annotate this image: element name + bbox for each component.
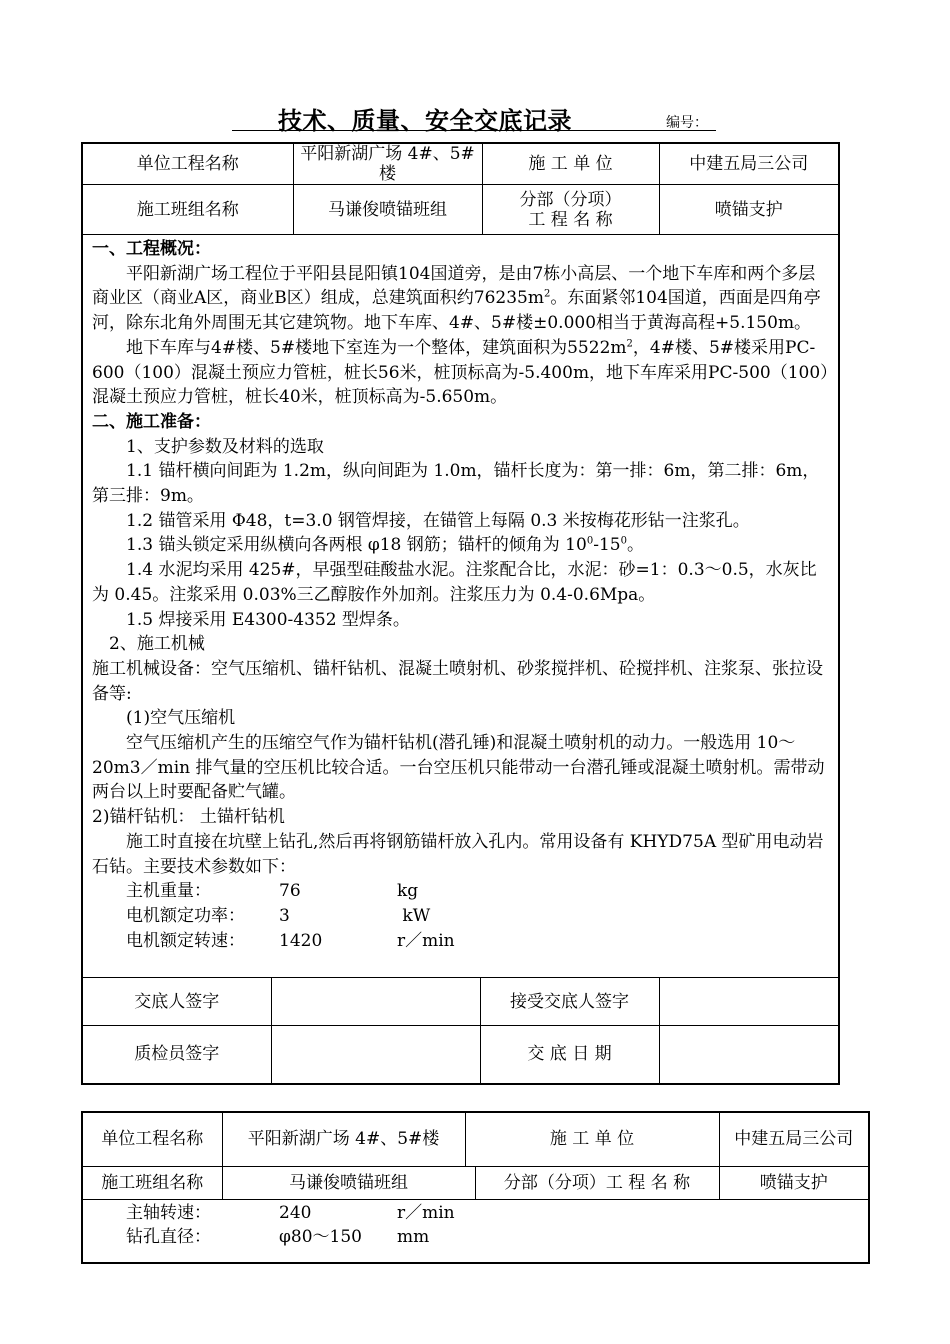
item-1-2: 1.2 锚管采用 Φ48，t=3.0 钢管焊接，在锚管上每隔 0.3 米按梅花形钻一注浆孔。 xyxy=(126,510,750,531)
giver-signature-field[interactable] xyxy=(271,978,480,1026)
contractor-value: 中建五局三公司 xyxy=(719,1112,869,1166)
compressor-heading: (1)空气压缩机 xyxy=(126,708,236,729)
item-1-5: 1.5 焊接采用 E4300-4352 型焊条。 xyxy=(126,609,410,630)
subproject-value: 喷锚支护 xyxy=(659,185,839,235)
project-row xyxy=(82,1112,869,1166)
machinery-list: 施工机械设备：空气压缩机、锚杆钻机、混凝土喷射机、砂浆搅拌机、砼搅拌机、注浆泵、张拉设备等: xyxy=(92,658,823,704)
subproject-label-line1: 分部（分项） xyxy=(519,189,622,210)
number-label: 编号： xyxy=(666,115,708,131)
signature-row-1 xyxy=(82,978,839,1026)
param-row: 电机额定转速： 1420 r／min xyxy=(126,930,455,951)
date-field[interactable] xyxy=(659,1026,839,1084)
project-row xyxy=(82,143,839,185)
team-row xyxy=(82,185,839,235)
param-row: 钻孔直径： φ80～150 mm xyxy=(126,1227,430,1248)
param-row: 电机额定功率： 3 kW xyxy=(126,905,431,926)
giver-signature-label: 交底人签字 xyxy=(82,978,271,1026)
team-name-label: 施工班组名称 xyxy=(82,1166,222,1199)
subproject-label: 分部（分项）工 程 名 称 xyxy=(475,1166,719,1199)
contractor-value: 中建五局三公司 xyxy=(659,143,839,185)
disclosure-content xyxy=(82,235,839,978)
drill-paragraph: 施工时直接在坑壁上钻孔,然后再将钢筋锚杆放入孔内。常用设备有 KHYD75A 型矿用电动岩石钻。主要技术参数如下： xyxy=(92,831,824,877)
disclosure-table-1 xyxy=(81,142,840,1085)
disclosure-content xyxy=(82,1199,869,1263)
contractor-label: 施 工 单 位 xyxy=(482,143,659,185)
receiver-signature-label: 接受交底人签字 xyxy=(480,978,659,1026)
content-row xyxy=(82,235,839,978)
section-heading-preparation: 二、施工准备： xyxy=(92,411,211,432)
disclosure-table-2 xyxy=(81,1111,870,1264)
date-label: 交 底 日 期 xyxy=(480,1026,659,1084)
contractor-label: 施 工 单 位 xyxy=(465,1112,719,1166)
inspector-signature-label: 质检员签字 xyxy=(82,1026,271,1084)
page-title: 技术、质量、安全交底记录 xyxy=(278,106,572,135)
team-name-value: 马谦俊喷锚班组 xyxy=(293,185,482,235)
subproject-label xyxy=(482,185,659,235)
overview-paragraph-1: 平阳新湖广场工程位于平阳县昆阳镇104国道旁，是由7栋小高层、一个地下车库和两个多层商业区（商业A区，商业B区）组成，总建筑面积约$76235m^2$。东面紧邻104国道，西面是四角亭河，除东北角外周围无其它建筑物。地下车库、4#、5#楼±0.000相当于黄海高程+5.150m。 xyxy=(92,263,821,334)
receiver-signature-field[interactable] xyxy=(659,978,839,1026)
signature-row-2 xyxy=(82,1026,839,1084)
content-row xyxy=(82,1199,869,1263)
team-name-value: 马谦俊喷锚班组 xyxy=(222,1166,475,1199)
item-1-1: 1.1 锚杆横向间距为 1.2m，纵向间距为 1.0m，锚杆长度为：第一排：6m，第二排：6m，第三排：9m。 xyxy=(92,461,820,507)
project-name-value: 平阳新湖广场 4#、5#楼 xyxy=(293,143,482,185)
compressor-paragraph: 空气压缩机产生的压缩空气作为锚杆钻机(潜孔锤)和混凝土喷射机的动力。一般选用 10～20m3／min 排气量的空压机比较合适。一台空压机只能带动一台潜孔锤或混凝土喷射机。需带动两台以上时要配备贮气罐。 xyxy=(92,733,825,803)
project-name-label: 单位工程名称 xyxy=(82,1112,222,1166)
subproject-value: 喷锚支护 xyxy=(719,1166,869,1199)
drill-heading: 2)锚杆钻机： 土锚杆钻机 xyxy=(92,807,285,828)
subsection-support-parameters: 1、支护参数及材料的选取 xyxy=(126,436,324,457)
project-name-value: 平阳新湖广场 4#、5#楼 xyxy=(222,1112,465,1166)
item-1-4: 1.4 水泥均采用 425#，早强型硅酸盐水泥。注浆配合比，水泥：砂=1：0.3～0.5，水灰比为 0.45。注浆采用 0.03%三乙醇胺作外加剂。注浆压力为 0.4-0.6Mpa。 xyxy=(92,560,817,605)
project-name-label: 单位工程名称 xyxy=(82,143,293,185)
subsection-machinery: 2、施工机械 xyxy=(109,634,205,655)
team-row xyxy=(82,1166,869,1199)
inspector-signature-field[interactable] xyxy=(271,1026,480,1084)
subproject-label-line2: 工 程 名 称 xyxy=(528,209,613,230)
item-1-3: 1.3 锚头锁定采用纵横向各两根 φ18 钢筋；锚杆的倾角为 $10^0-15^0$。 xyxy=(126,535,644,556)
param-row: 主机重量： 76 kg xyxy=(126,881,419,902)
section-heading-overview: 一、工程概况： xyxy=(92,239,211,259)
overview-paragraph-2: 地下车库与4#楼、5#楼地下室连为一个整体，建筑面积为$5522m^2$，4#楼、5#楼采用PC-600（100）混凝土预应力管桩，桩长56米，桩顶标高为-5.400m，地下车库采用PC-500（100）混凝土预应力管桩，桩长40米，桩顶标高为-5.650m。 xyxy=(92,337,829,408)
team-name-label: 施工班组名称 xyxy=(82,185,293,235)
param-row: 主轴转速： 240 r／min xyxy=(126,1202,455,1223)
title-row xyxy=(232,100,716,135)
